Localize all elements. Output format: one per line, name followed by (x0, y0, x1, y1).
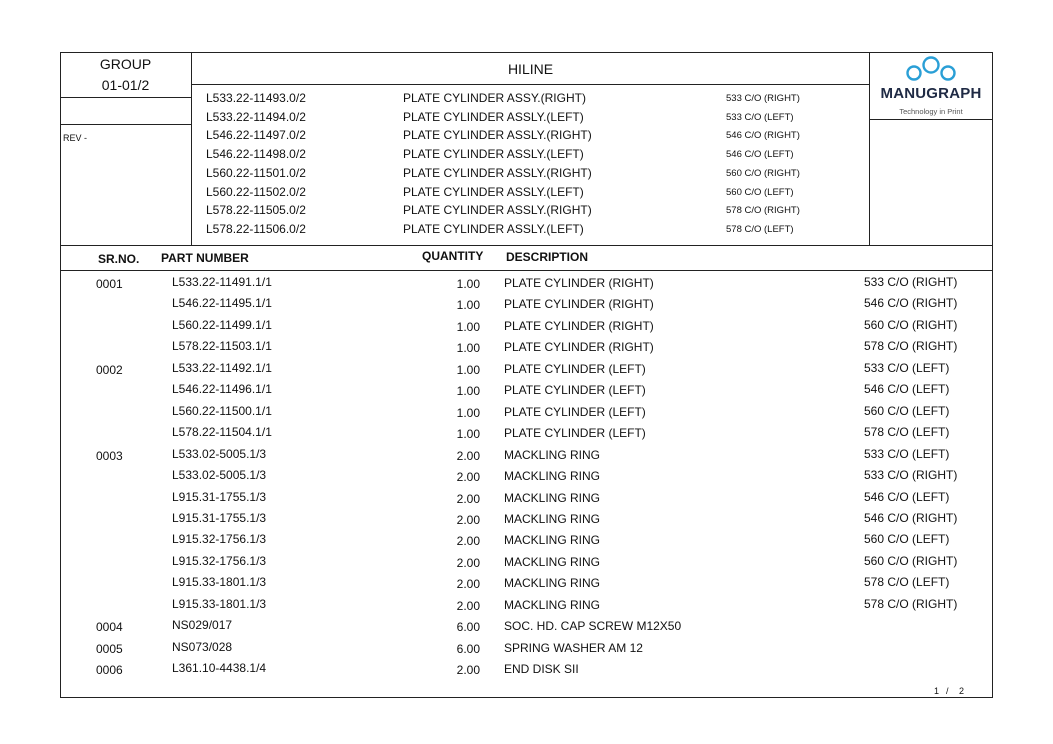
row-quantity: 2.00 (456, 448, 480, 463)
row-description: PLATE CYLINDER (LEFT) (504, 383, 646, 398)
row-part-number: L361.10-4438.1/4 (172, 661, 267, 676)
logo (870, 54, 992, 118)
assembly-description: PLATE CYLINDER ASSLY.(RIGHT) (403, 203, 592, 218)
logo-name: MANUGRAPH (880, 85, 982, 102)
row-part-number: L578.22-11504.1/1 (172, 425, 272, 440)
row-description: MACKLING RING (504, 469, 601, 484)
assembly-part-number: L560.22-11501.0/2 (206, 165, 306, 180)
row-part-number: L533.02-5005.1/3 (172, 446, 267, 461)
title-divider (191, 84, 870, 85)
row-part-number: L915.32-1756.1/3 (172, 553, 267, 568)
assembly-note: 546 C/O (RIGHT) (726, 130, 800, 142)
assembly-part-number: L533.22-11494.0/2 (206, 109, 306, 124)
row-description: PLATE CYLINDER (RIGHT) (504, 340, 654, 355)
row-quantity: 1.00 (456, 319, 480, 334)
row-part-number: L560.22-11500.1/1 (172, 403, 272, 418)
row-note: 578 C/O (LEFT) (864, 425, 950, 440)
row-description: PLATE CYLINDER (LEFT) (504, 404, 646, 419)
assembly-note: 533 C/O (RIGHT) (726, 93, 800, 104)
row-quantity: 2.00 (456, 534, 480, 549)
row-quantity: 1.00 (456, 298, 480, 313)
row-description: SPRING WASHER AM 12 (504, 640, 643, 655)
row-description: PLATE CYLINDER (RIGHT) (504, 297, 654, 312)
row-description: PLATE CYLINDER (LEFT) (504, 361, 646, 376)
row-description: MACKLING RING (504, 447, 601, 462)
row-srno: 0003 (96, 448, 123, 463)
row-part-number: L578.22-11503.1/1 (172, 339, 272, 354)
row-note: 560 C/O (RIGHT) (864, 317, 958, 332)
row-part-number: L533.22-11492.1/1 (172, 360, 272, 375)
assembly-description: PLATE CYLINDER ASSLY.(LEFT) (403, 184, 584, 199)
row-quantity: 1.00 (456, 362, 480, 377)
row-description: SOC. HD. CAP SCREW M12X50 (504, 619, 682, 634)
assembly-part-number: L560.22-11502.0/2 (206, 184, 306, 199)
frame-bottom (60, 697, 993, 698)
row-part-number: L915.31-1755.1/3 (172, 510, 267, 525)
document-title: HILINE (507, 61, 554, 77)
row-part-number: L533.22-11491.1/1 (172, 275, 272, 289)
row-note: 560 C/O (LEFT) (864, 403, 950, 418)
row-quantity: 2.00 (456, 491, 480, 506)
row-description: PLATE CYLINDER (LEFT) (504, 426, 646, 441)
row-note: 560 C/O (RIGHT) (864, 553, 958, 568)
assembly-description: PLATE CYLINDER ASSLY.(RIGHT) (403, 165, 592, 180)
row-srno: 0005 (96, 641, 123, 656)
row-part-number: L915.33-1801.1/3 (172, 575, 267, 590)
column-header-desc: DESCRIPTION (506, 250, 589, 264)
row-part-number: NS029/017 (172, 618, 233, 633)
row-part-number: L546.22-11495.1/1 (172, 296, 272, 311)
group-col-divider (191, 52, 192, 246)
row-note: 560 C/O (LEFT) (864, 532, 950, 547)
row-part-number: L560.22-11499.1/1 (172, 317, 272, 332)
assembly-part-number: L578.22-11506.0/2 (206, 221, 306, 236)
row-description: MACKLING RING (504, 597, 601, 612)
header-divider-bottom (60, 245, 993, 246)
frame-left (60, 52, 61, 698)
row-quantity: 6.00 (456, 620, 480, 635)
row-part-number: L915.31-1755.1/3 (172, 489, 267, 504)
row-note: 578 C/O (RIGHT) (864, 339, 958, 354)
row-description: END DISK SII (504, 662, 579, 677)
row-part-number: NS073/028 (172, 639, 233, 654)
assembly-description: PLATE CYLINDER ASSLY.(LEFT) (403, 147, 584, 162)
assembly-description: PLATE CYLINDER ASSLY.(LEFT) (403, 109, 584, 124)
page-total: 2 (959, 686, 965, 696)
frame-right (992, 52, 993, 698)
column-header-part: PART NUMBER (161, 251, 249, 265)
column-header-qty: QUANTITY (422, 249, 484, 263)
group-label: GROUP (99, 56, 152, 72)
row-quantity: 1.00 (456, 277, 480, 291)
assembly-note: 560 C/O (LEFT) (726, 186, 794, 198)
row-srno: 0002 (96, 362, 123, 377)
assembly-description: PLATE CYLINDER ASSLY.(LEFT) (403, 221, 584, 236)
row-quantity: 2.00 (456, 598, 480, 613)
row-quantity: 2.00 (456, 663, 480, 678)
colhdr-divider (60, 270, 993, 271)
assembly-note: 546 C/O (LEFT) (726, 149, 794, 161)
row-note: 533 C/O (RIGHT) (864, 468, 958, 483)
assembly-part-number: L578.22-11505.0/2 (206, 203, 306, 218)
row-note: 546 C/O (LEFT) (864, 489, 950, 504)
row-part-number: L546.22-11496.1/1 (172, 382, 272, 397)
group-code: 01-01/2 (101, 77, 150, 93)
row-description: MACKLING RING (504, 511, 601, 526)
assembly-part-number: L546.22-11497.0/2 (206, 128, 306, 143)
row-description: MACKLING RING (504, 533, 601, 548)
assembly-note: 578 C/O (LEFT) (726, 223, 794, 235)
row-quantity: 1.00 (456, 341, 480, 356)
row-srno: 0006 (96, 663, 123, 678)
assembly-description: PLATE CYLINDER ASSLY.(RIGHT) (403, 128, 592, 143)
row-description: MACKLING RING (504, 576, 601, 591)
row-note: 533 C/O (LEFT) (864, 360, 950, 375)
page-separator: / (946, 686, 949, 696)
row-description: MACKLING RING (504, 490, 601, 505)
logo-rings-icon (870, 54, 992, 88)
page-current: 1 (934, 686, 940, 696)
row-description: PLATE CYLINDER (RIGHT) (504, 276, 654, 290)
row-quantity: 2.00 (456, 555, 480, 570)
row-srno: 0004 (96, 620, 123, 635)
assembly-note: 578 C/O (RIGHT) (726, 205, 800, 217)
row-quantity: 2.00 (456, 577, 480, 592)
column-header-srno: SR.NO. (98, 252, 140, 266)
row-quantity: 6.00 (456, 641, 480, 656)
rev-label: REV - (63, 133, 88, 143)
row-note: 546 C/O (LEFT) (864, 382, 950, 397)
row-description: PLATE CYLINDER (RIGHT) (504, 318, 654, 333)
row-note: 546 C/O (RIGHT) (864, 296, 958, 311)
row-part-number: L533.02-5005.1/3 (172, 468, 267, 483)
row-description: MACKLING RING (504, 554, 601, 569)
row-srno: 0001 (96, 277, 123, 291)
logo-tagline: Technology in Print (899, 107, 963, 116)
assembly-note: 533 C/O (LEFT) (726, 111, 794, 123)
logo-divider (869, 119, 993, 120)
row-note: 533 C/O (LEFT) (864, 446, 950, 461)
group-divider-1 (60, 97, 192, 98)
assembly-part-number: L533.22-11493.0/2 (206, 91, 306, 105)
row-note: 546 C/O (RIGHT) (864, 510, 958, 525)
row-quantity: 2.00 (456, 512, 480, 527)
row-note: 578 C/O (LEFT) (864, 575, 950, 590)
group-divider-2 (60, 124, 192, 125)
frame-top (60, 52, 993, 53)
row-note: 578 C/O (RIGHT) (864, 596, 958, 611)
row-part-number: L915.32-1756.1/3 (172, 532, 267, 547)
row-note: 533 C/O (RIGHT) (864, 275, 958, 289)
assembly-part-number: L546.22-11498.0/2 (206, 147, 306, 162)
row-quantity: 1.00 (456, 405, 480, 420)
row-part-number: L915.33-1801.1/3 (172, 596, 267, 611)
assembly-description: PLATE CYLINDER ASSY.(RIGHT) (403, 91, 586, 105)
row-quantity: 1.00 (456, 384, 480, 399)
row-quantity: 2.00 (456, 470, 480, 485)
assembly-note: 560 C/O (RIGHT) (726, 167, 800, 179)
row-quantity: 1.00 (456, 427, 480, 442)
